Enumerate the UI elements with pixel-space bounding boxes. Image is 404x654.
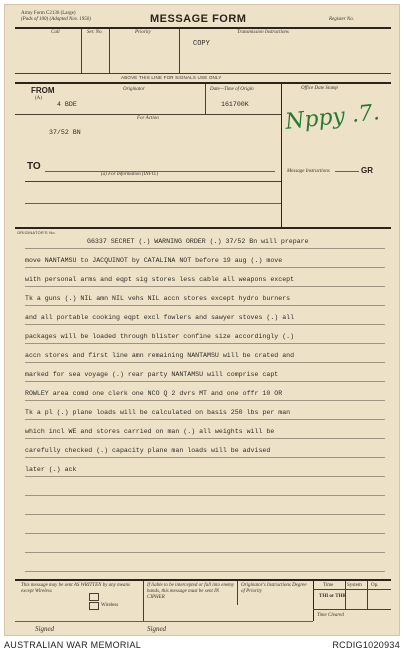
message-line: later (.) ack bbox=[25, 466, 77, 473]
from-label: FROM bbox=[31, 86, 55, 95]
for-action-value: 37/52 BN bbox=[49, 129, 81, 136]
signals-line-label: ABOVE THIS LINE FOR SIGNALS USE ONLY bbox=[121, 75, 222, 80]
form-title: MESSAGE FORM bbox=[150, 13, 247, 25]
for-action-label: For Action bbox=[137, 116, 159, 121]
time-label: Time bbox=[323, 583, 334, 588]
call-label: Call bbox=[51, 30, 60, 35]
ser-no-label: Ser. No. bbox=[87, 30, 103, 35]
to-label: TO bbox=[27, 161, 41, 172]
originator-value: 4 BDE bbox=[57, 101, 77, 108]
from-a-label: (A) bbox=[35, 96, 42, 101]
system-label: System bbox=[347, 583, 362, 588]
op-label: Op. bbox=[371, 583, 379, 588]
wireless-label: Wireless bbox=[101, 603, 119, 608]
message-line: ROWLEY area comd one clerk one NCO Q 2 dvrs MT and one offr 10 OR bbox=[25, 390, 283, 397]
time-cleared-label: Time Cleared bbox=[317, 613, 344, 618]
message-line: packages will be loaded through blister confine size accordingly (.) bbox=[25, 333, 295, 340]
checkbox-except[interactable] bbox=[89, 593, 99, 601]
message-line: with personal arms and eqpt sig stores less cable all weapons except bbox=[25, 276, 295, 283]
handwritten-note: Nppy .7. bbox=[283, 100, 381, 135]
message-line: carefully checked (.) capacity plane man loads will be advised bbox=[25, 447, 271, 454]
copy-stamp: COPY bbox=[193, 40, 210, 48]
message-line: Tk a guns (.) NIL amn NIL vehs NIL accn stores except hydro burners bbox=[25, 295, 291, 302]
signed-label-right: Signed bbox=[147, 625, 167, 633]
priority-label: Priority bbox=[135, 30, 151, 35]
office-date-stamp-label: Office Date Stamp bbox=[301, 86, 338, 91]
message-line: move NANTAMSU to JACQUINOT by CATALINA NOT before 19 aug (.) move bbox=[25, 257, 283, 264]
army-form-reference: Army Form C2136 (Large) bbox=[21, 11, 76, 16]
register-no-label: Register No. bbox=[329, 17, 354, 22]
info-label: (a) For Information (INFO.) bbox=[101, 172, 159, 177]
message-line: which incl WE and stores carried on man (.) all weights will be bbox=[25, 428, 275, 435]
bottom-left-note: This message may be sent AS WRITTEN by any means except Wireless bbox=[21, 583, 130, 594]
date-time-origin-value: 161700K bbox=[221, 101, 249, 108]
originators-no-label: ORIGINATOR'S No. bbox=[17, 230, 56, 235]
message-instructions-label: Message Instructions bbox=[287, 169, 330, 174]
archive-id: RCDIG1020934 bbox=[332, 640, 400, 650]
archive-footer bbox=[0, 636, 404, 654]
message-line: G6337 SECRET (.) WARNING ORDER (.) 37/52 Bn will prepare bbox=[87, 238, 309, 245]
gr-label: GR bbox=[361, 166, 373, 175]
signed-label-left: Signed bbox=[35, 625, 55, 633]
checkbox-wireless[interactable] bbox=[89, 602, 99, 610]
message-line: Tk a pl (.) plane loads will be calculated on basis 250 lbs per man bbox=[25, 409, 291, 416]
bottom-right-note: Originator's Instructions Degree of Priority bbox=[241, 583, 307, 594]
archive-name: AUSTRALIAN WAR MEMORIAL bbox=[4, 640, 142, 650]
bottom-mid-note: If liable to be intercepted or fall into enemy hands, this message must be sent IN CIPHER bbox=[147, 583, 235, 600]
transmission-instructions-label: Transmission Instructions bbox=[237, 30, 289, 35]
message-line: accn stores and first line amn remaining NANTAMSU will be crated and bbox=[25, 352, 295, 359]
thi-thr-label: THI or THR bbox=[319, 594, 347, 599]
office-date-stamp-box bbox=[282, 85, 284, 89]
message-form bbox=[4, 4, 400, 636]
originator-label: Originator bbox=[123, 87, 145, 92]
date-time-origin-label: Date—Time of Origin bbox=[210, 87, 254, 92]
army-form-sub: (Pads of 100) (Adapted Nov. 1950) bbox=[21, 17, 91, 22]
message-line: and all portable cooking eqpt excl fowlers and sawyer stoves (.) all bbox=[25, 314, 295, 321]
message-line: marked for sea voyage (.) rear party NANTAMSU will comprise capt bbox=[25, 371, 279, 378]
